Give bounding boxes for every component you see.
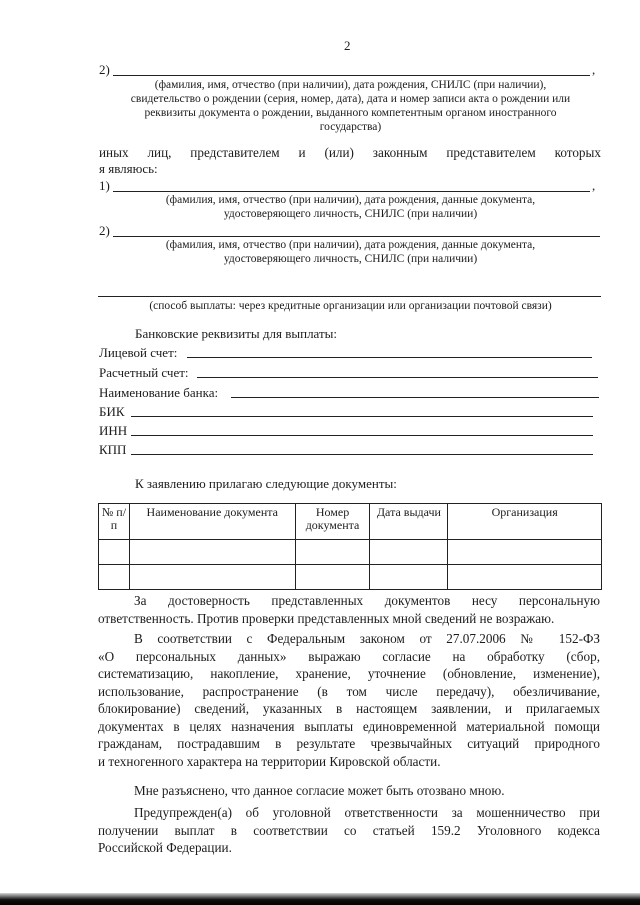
bank-name-field-line[interactable]: [231, 397, 599, 398]
table-cell[interactable]: [295, 540, 370, 565]
rep1-field-line[interactable]: [113, 191, 590, 192]
bank-name-label: Наименование банка:: [99, 385, 219, 400]
rep1-caption-line: удостоверяющего личность, СНИЛС (при наличии): [223, 208, 478, 220]
scan-edge-shadow: [0, 893, 640, 905]
paragraph-line: За достоверность представленных документов несу персональную: [134, 593, 600, 608]
table-row: [99, 565, 602, 590]
paragraph-line: Российской Федерации.: [98, 840, 232, 855]
person2-caption-line: реквизиты документа о рождении, выданного компетентным органом иностранного: [144, 107, 557, 119]
rep1-prefix: 1): [99, 178, 110, 193]
revocation-paragraph: [98, 782, 600, 800]
table-cell[interactable]: [129, 565, 295, 590]
col-organization-header: Организация: [448, 504, 602, 540]
represented-sentence: [99, 145, 601, 161]
person2-field-line[interactable]: [113, 75, 590, 76]
table-cell[interactable]: [448, 540, 602, 565]
table-row: [99, 540, 602, 565]
person2-caption: [98, 78, 603, 134]
page-number: 2: [344, 38, 351, 53]
table-cell[interactable]: [295, 565, 370, 590]
consent-paragraph: [98, 630, 600, 770]
paragraph-line: Предупрежден(а) об уголовной ответственности за мошенничество при: [134, 805, 600, 820]
table-cell[interactable]: [129, 540, 295, 565]
represented-word: которых: [554, 145, 601, 160]
inn-label: ИНН: [99, 423, 128, 438]
bik-field-line[interactable]: [131, 416, 593, 417]
person2-caption-line: государства): [319, 121, 382, 133]
table-cell[interactable]: [370, 540, 448, 565]
table-cell[interactable]: [370, 565, 448, 590]
table-cell[interactable]: [99, 540, 130, 565]
documents-table: [98, 503, 602, 590]
represented-word: представителем: [446, 145, 536, 160]
represented-word: иных: [99, 145, 129, 160]
col-doc-number-header: Номер документа: [295, 504, 370, 540]
rep2-field-line[interactable]: [113, 236, 600, 237]
person2-prefix: 2): [99, 62, 110, 77]
represented-word: (или): [324, 145, 354, 160]
rep2-caption-line: (фамилия, имя, отчество (при наличии), дата рождения, данные документа,: [165, 239, 536, 251]
responsibility-paragraph: [98, 592, 600, 627]
paragraph-line: использование, распространение (в том числе передачу), обезличивание,: [98, 683, 600, 699]
paragraph-line: ответственность. Против проверки представленных мной сведений не возражаю.: [98, 610, 555, 626]
paragraph-line: В соответствии с Федеральным законом от 27.07.2006 № 152-ФЗ: [134, 631, 600, 646]
paragraph-line: блокирование) сведений, указанных в настоящем заявлении, и прилагаемых: [98, 701, 600, 716]
paragraph-line: Мне разъяснено, что данное согласие может быть отозвано мною.: [134, 783, 505, 798]
col-date-header: Дата выдачи: [370, 504, 448, 540]
represented-word: представителем: [190, 145, 280, 160]
bik-label: БИК: [99, 404, 125, 419]
documents-heading: К заявлению прилагаю следующие документы:: [135, 476, 397, 491]
warning-paragraph: [98, 804, 600, 857]
table-cell[interactable]: [99, 565, 130, 590]
represented-word: и: [298, 145, 306, 160]
col-number-header: № п/п: [99, 504, 130, 540]
account-label: Лицевой счет:: [99, 345, 178, 360]
paragraph-line: получении выплат в соответствии со статьей 159.2 Уголовного кодекса: [98, 822, 600, 838]
col-name-header: Наименование документа: [129, 504, 295, 540]
bank-details-heading: Банковские реквизиты для выплаты:: [135, 326, 338, 341]
inn-field-line[interactable]: [131, 435, 593, 436]
represented-word: лиц,: [147, 145, 172, 160]
paragraph-line: гражданам, пострадавшим в результате чрезвычайных ситуаций природного: [98, 736, 600, 751]
settlement-account-label: Расчетный счет:: [99, 365, 189, 380]
person2-caption-line: свидетельство о рождении (серия, номер, дата), дата и номер записи акта о рождении или: [130, 93, 571, 105]
paragraph-line: систематизацию, накопление, хранение, уточнение (обновление, изменение),: [98, 666, 600, 681]
account-field-line[interactable]: [187, 357, 592, 358]
kpp-field-line[interactable]: [131, 454, 593, 455]
person2-caption-line: (фамилия, имя, отчество (при наличии), дата рождения, СНИЛС (при наличии),: [154, 79, 547, 91]
table-cell[interactable]: [448, 565, 602, 590]
rep1-caption: [98, 193, 603, 221]
represented-word: законным: [372, 145, 428, 160]
represented-sentence-end: я являюсь:: [99, 161, 158, 176]
rep2-caption: [98, 238, 603, 266]
rep2-caption-line: удостоверяющего личность, СНИЛС (при наличии): [223, 253, 478, 265]
rep1-trailing-comma: ,: [592, 178, 596, 193]
documents-table-header: [99, 504, 602, 540]
person2-trailing-comma: ,: [592, 62, 596, 77]
paragraph-line: документах в целях назначения выплаты единовременной материальной помощи: [98, 718, 600, 734]
paragraph-line: «О персональных данных» выражаю согласие на обработку (сбор,: [98, 648, 600, 664]
payment-method-field-line[interactable]: [98, 296, 601, 297]
settlement-account-field-line[interactable]: [197, 377, 598, 378]
rep1-caption-line: (фамилия, имя, отчество (при наличии), дата рождения, данные документа,: [165, 194, 536, 206]
payment-method-caption: (способ выплаты: через кредитные организации или организации почтовой связи): [149, 300, 552, 312]
rep2-prefix: 2): [99, 223, 110, 238]
paragraph-line: и техногенного характера на территории Кировской области.: [98, 753, 441, 769]
kpp-label: КПП: [99, 442, 127, 457]
